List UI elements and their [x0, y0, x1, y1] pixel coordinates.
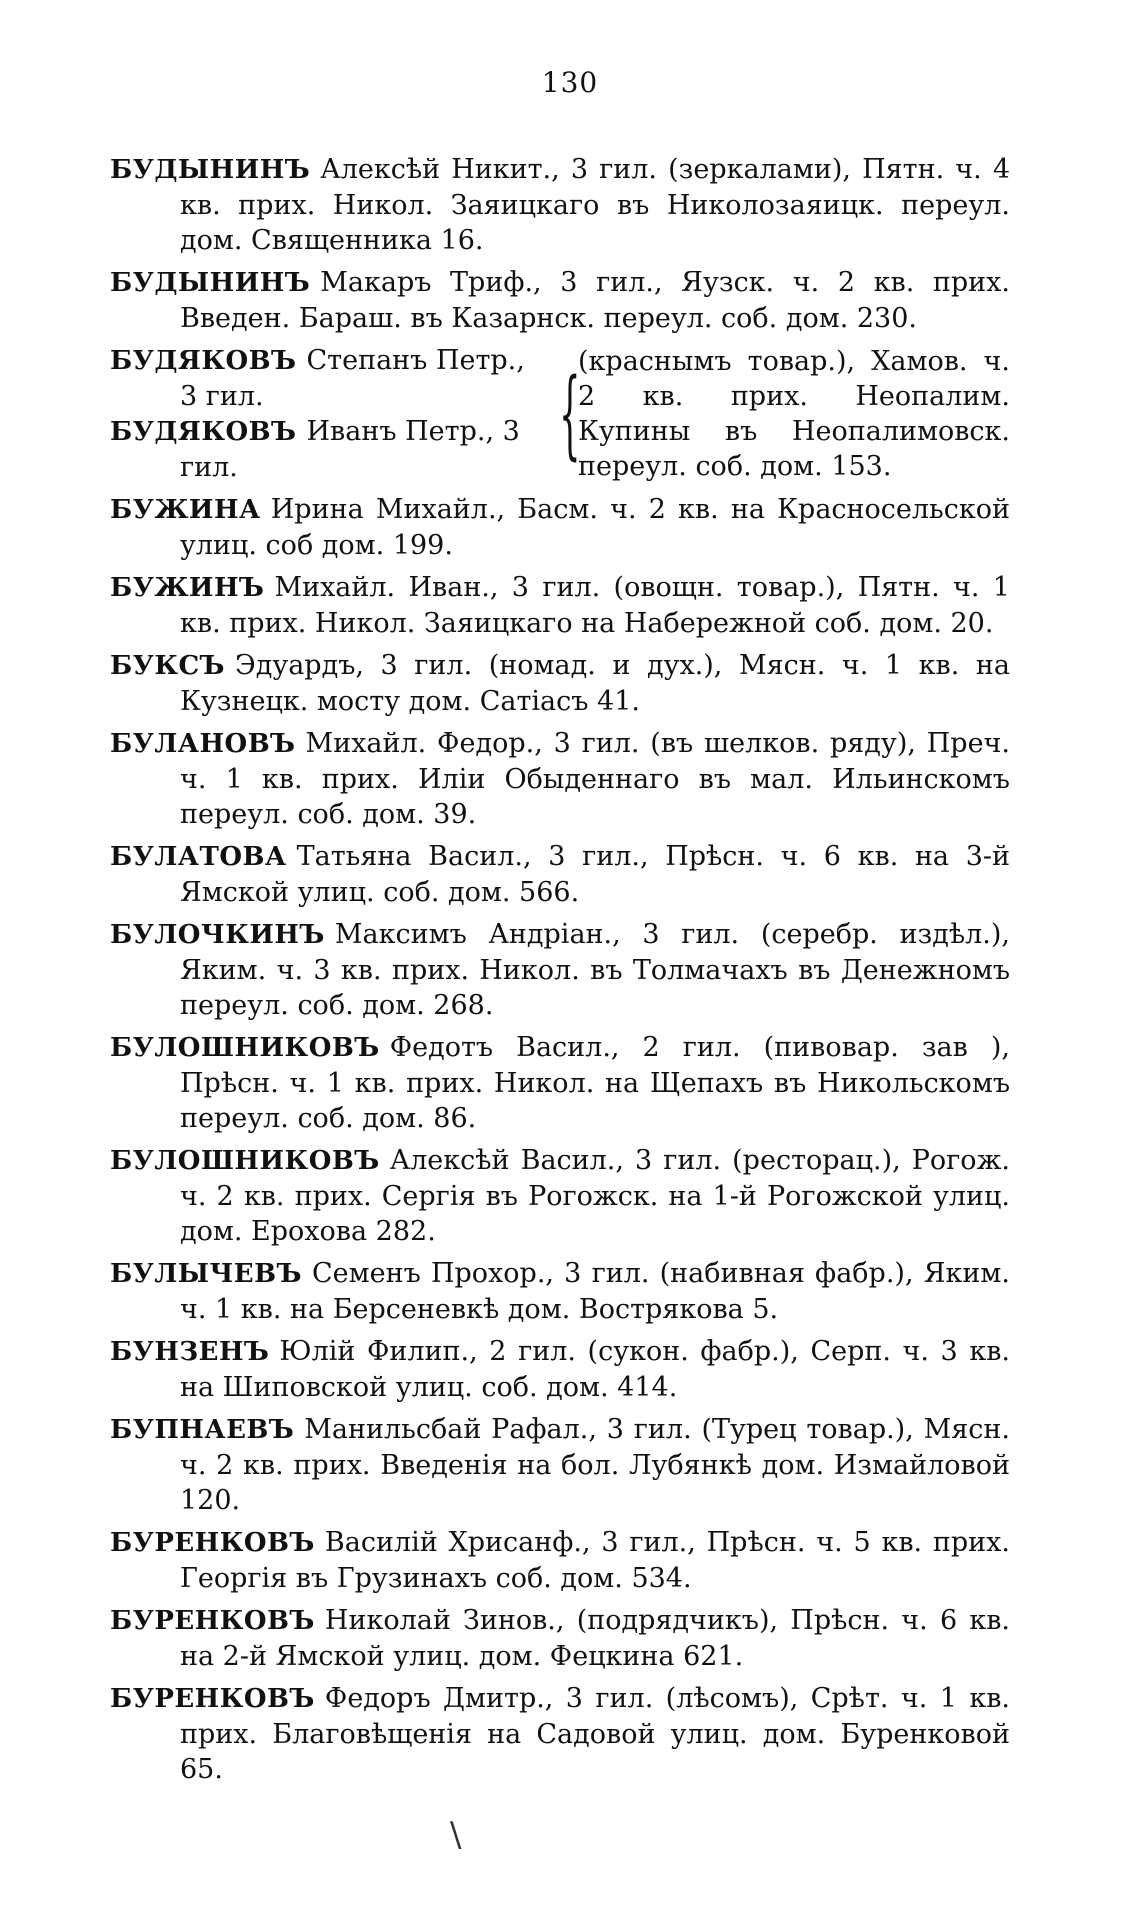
directory-entry — [110, 1256, 1010, 1327]
entry-text: Алексѣй Васил., 3 гил. (ресторац.), Рогож. ч. 2 кв. прих. Сергія въ Рогожск. на 1-й Рогожской улиц. дом. Ерохова 282. — [180, 1145, 1010, 1247]
directory-entry — [110, 492, 1010, 563]
entry-text: Макаръ Триф., 3 гил., Яузск. ч. 2 кв. прих. Введен. Бараш. въ Казарнск. переул. соб. дом. 230. — [180, 267, 1010, 334]
group-shared-text: (краснымъ товар.), Хамов. ч. 2 кв. прих. Неопалим. Купины въ Неопалимовск. переул. соб. дом. 153. — [578, 346, 1010, 482]
entry-text: Федоръ Дмитр., 3 гил. (лѣсомъ), Срѣт. ч. 1 кв. прих. Благовѣщенія на Садовой улиц. дом. Буренковой 65. — [180, 1683, 1010, 1785]
entry-surname: БУЖИНА — [110, 495, 261, 525]
page-number: 130 — [541, 66, 599, 99]
directory-entry — [110, 1681, 1010, 1787]
margin-mark: \ — [450, 1815, 462, 1855]
entry-surname: БУЛОЧКИНЪ — [110, 920, 325, 950]
entry-surname: БУЛОШНИКОВЪ — [110, 1146, 380, 1176]
directory-entry — [110, 1525, 1010, 1596]
entry-surname: БУЛЫЧЕВЪ — [110, 1259, 302, 1289]
entry-surname: БУРЕНКОВЪ — [110, 1528, 315, 1558]
directory-entry — [110, 839, 1010, 910]
directory-entry — [110, 265, 1010, 336]
entry-surname: БУЛАНОВЪ — [110, 729, 296, 759]
entry-surname: БУКСЪ — [110, 651, 226, 681]
directory-entry — [110, 917, 1010, 1023]
entry-text: Алексѣй Никит., 3 гил. (зеркалами), Пятн. ч. 4 кв. прих. Никол. Заяицкаго въ Николозаяицк. переул. дом. Священника 16. — [180, 154, 1010, 256]
entry-text: Михайл. Иван., 3 гил. (овощн. товар.), Пятн. ч. 1 кв. прих. Никол. Заяицкаго на Набережной соб. дом. 20. — [180, 572, 1010, 639]
entry-surname: БУЛОШНИКОВЪ — [110, 1033, 380, 1063]
directory-entry — [110, 1412, 1010, 1518]
entry-text: Семенъ Прохор., 3 гил. (набивная фабр.), Яким. ч. 1 кв. на Берсеневкѣ дом. Вострякова 5. — [180, 1258, 1010, 1325]
directory-entry — [110, 1143, 1010, 1249]
entry-text: Иванъ Петр., 3 гил. — [180, 416, 520, 483]
directory-entry — [110, 1603, 1010, 1674]
entry-text: Татьяна Васил., 3 гил., Прѣсн. ч. 6 кв. на 3-й Ямской улиц. соб. дом. 566. — [180, 841, 1010, 908]
braced-entry-group — [110, 343, 1010, 485]
entry-text: Николай Зинов., (подрядчикъ), Прѣсн. ч. 6 кв. на 2-й Ямской улиц. дом. Фецкина 621. — [180, 1605, 1010, 1672]
group-entry — [110, 343, 550, 414]
entry-surname: БУДЫНИНЪ — [110, 155, 311, 185]
entry-surname: БУНЗЕНЪ — [110, 1337, 270, 1367]
entry-surname: БУДЯКОВЪ — [110, 417, 297, 447]
entry-surname: БУДЯКОВЪ — [110, 346, 297, 376]
entry-surname: БУРЕНКОВЪ — [110, 1606, 315, 1636]
entry-text: Манильсбай Рафал., 3 гил. (Турец товар.), Мясн. ч. 2 кв. прих. Введенія на бол. Лубянкѣ дом. Измайловой 120. — [180, 1414, 1010, 1516]
group-entry — [110, 414, 550, 485]
entry-surname: БУЖИНЪ — [110, 573, 265, 603]
entry-list — [110, 152, 1010, 1794]
group-names — [110, 343, 550, 485]
directory-entry — [110, 648, 1010, 719]
entry-surname: БУЛАТОВА — [110, 842, 287, 872]
entry-text: Федотъ Васил., 2 гил. (пивовар. зав ), Прѣсн. ч. 1 кв. прих. Никол. на Щепахъ въ Никольскомъ переул. соб. дом. 86. — [180, 1032, 1010, 1134]
entry-text: Максимъ Андріан., 3 гил. (серебр. издѣл.), Яким. ч. 3 кв. прих. Никол. въ Толмачахъ въ Денежномъ переул. соб. дом. 268. — [180, 919, 1010, 1021]
entry-surname: БУДЫНИНЪ — [110, 268, 311, 298]
entry-surname: БУПНАЕВЪ — [110, 1415, 295, 1445]
directory-entry — [110, 152, 1010, 258]
entry-text: Василій Хрисанф., 3 гил., Прѣсн. ч. 5 кв. прих. Георгія въ Грузинахъ соб. дом. 534. — [180, 1527, 1010, 1594]
entry-surname: БУРЕНКОВЪ — [110, 1684, 315, 1714]
entry-text: Ирина Михайл., Басм. ч. 2 кв. на Красносельской улиц. соб дом. 199. — [180, 494, 1010, 561]
entry-text: Эдуардъ, 3 гил. (номад. и дух.), Мясн. ч. 1 кв. на Кузнецк. мосту дом. Сатіасъ 41. — [180, 650, 1010, 717]
directory-entry — [110, 570, 1010, 641]
entry-text: Михайл. Федор., 3 гил. (въ шелков. ряду), Преч. ч. 1 кв. прих. Иліи Обыденнаго въ мал. Ильинскомъ переул. соб. дом. 39. — [180, 728, 1010, 830]
brace-icon: { — [559, 358, 581, 470]
entry-text: Степанъ Петр., 3 гил. — [180, 345, 525, 412]
directory-entry — [110, 1334, 1010, 1405]
directory-entry — [110, 726, 1010, 832]
directory-entry — [110, 1030, 1010, 1136]
entry-text: Юлій Филип., 2 гил. (сукон. фабр.), Серп. ч. 3 кв. на Шиповской улиц. соб. дом. 414. — [180, 1336, 1010, 1403]
